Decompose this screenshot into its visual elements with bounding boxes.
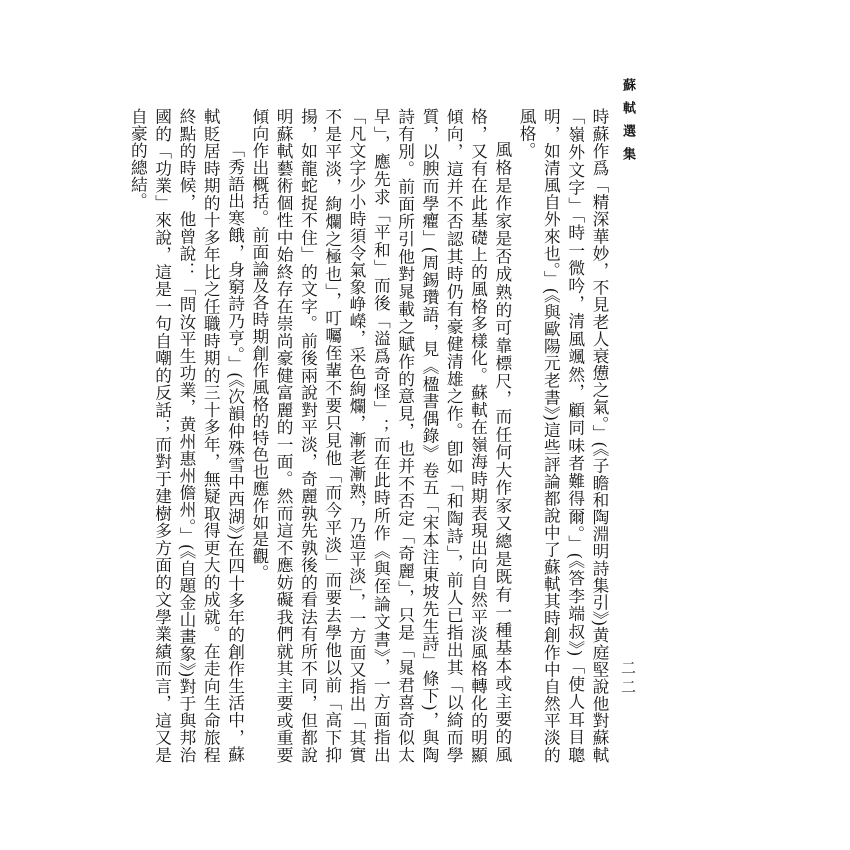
body-text (128, 108, 612, 763)
paragraph-3: 「秀語出寒餓，身窮詩乃亨。」(《次韻仲殊雪中西湖》)在四十多年的創作生活中，蘇軾貶居時期的十多年比之任職時期的三十多年，無疑取得更大的成就。在走向生命旅程終點的時候，他曾說：「問汝平生功業，黄州惠州儋州。」(《自題金山畫象》)對于與邦治國的「功業」來說，這是一句自嘲的反話；而對于建樹多方面的文學業績而言，這又是自豪的總結。 (128, 108, 246, 763)
page-number: 二二 (619, 660, 637, 698)
running-header-title: 蘇軾選集 (620, 78, 635, 170)
paragraph-2: 風格是作家是否成熟的可靠標尺，而任何大作家又總是既有一種基本或主要的風格，又有在此基礎上的風格多樣化。蘇軾在嶺海時期表現出向自然平淡風格轉化的明顯傾向，這并不否認其時仍有豪健清雄之作。卽如「和陶詩」，前人已指出其「以綺而學質，以腴而學癯」(周錫瓚語，見《楹書偶錄》卷五「宋本注東坡先生詩」條下)，與陶詩有別。前面所引他對晁載之賦作的意見，也并不否定「奇麗」，只是「晁君喜奇似太早」，應先求「平和」而後「溢爲奇怪」；而在此時所作《與侄論文書》，一方面指出「凡文字少小時須令氣象峥嶸，采色絢爛，漸老漸熟，乃造平淡」，一方面又指出「其實不是平淡，絢爛之極也」，叮囑侄輩不要只見他「而今平淡」而要去學他以前「高下抑揚，如龍蛇捉不住」的文字。前後兩說對平淡，奇麗孰先孰後的看法有所不同，但都說明蘇軾藝術個性中始終存在崇尚豪健富麗的一面。然而這不應妨礙我們就其主要或重要傾向作出概括。前面論及各時期創作風格的特色也應作如是觀。 (249, 108, 513, 763)
paragraph-1: 時蘇作爲「精深華妙，不見老人衰憊之氣。」(《子瞻和陶淵明詩集引》)黄庭堅說他對蘇軾「嶺外文字」「時一微吟，清風颯然，顧同味者難得爾。」(《答李端叔》)「使人耳目聰明，如清風自外來也。」(《與歐陽元老書》)這些評論都說中了蘇軾其時創作中自然平淡的風格。 (517, 108, 610, 763)
